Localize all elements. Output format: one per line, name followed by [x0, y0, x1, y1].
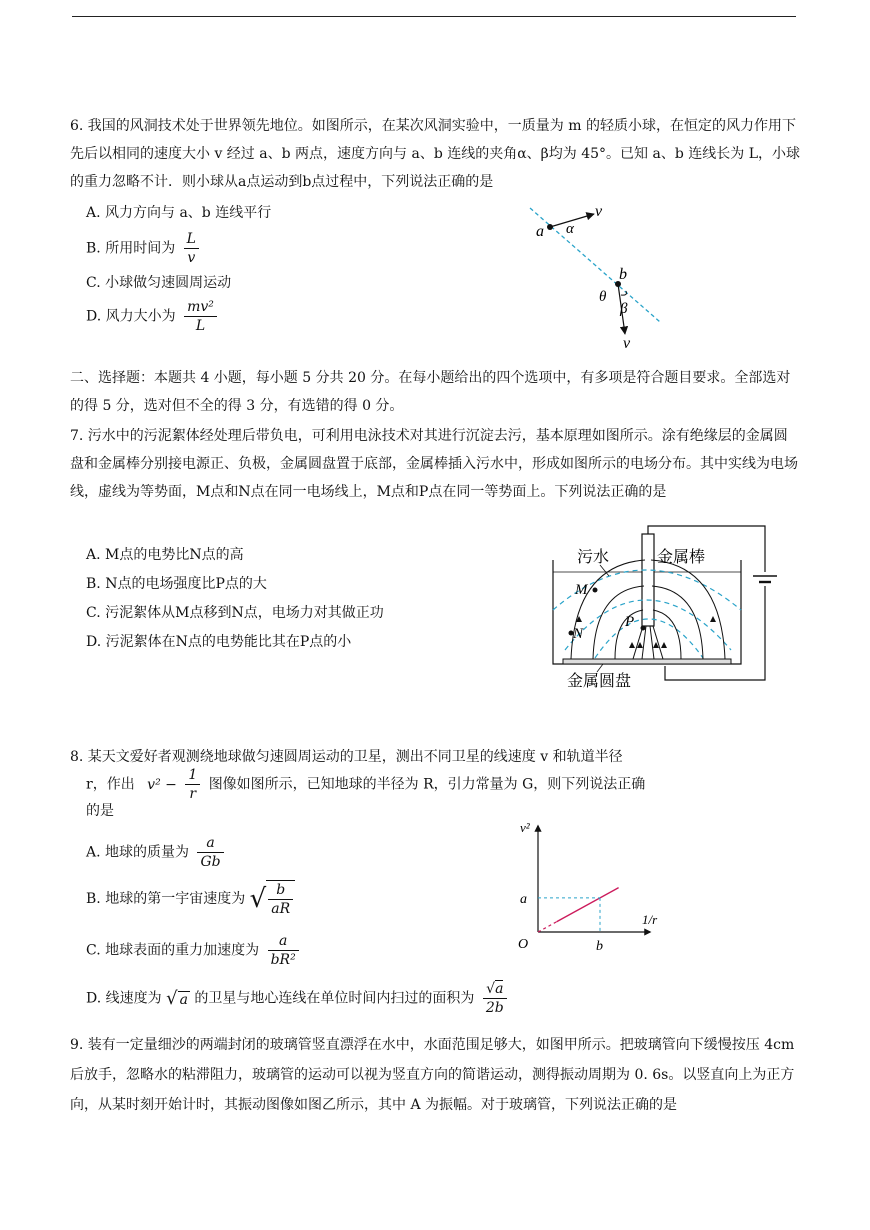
q8-a-num: a — [197, 834, 223, 853]
q6-label-a: a — [536, 223, 544, 240]
q8-stem-frac — [185, 766, 200, 803]
q6-label-theta: θ — [599, 289, 607, 305]
q8-stem-line3: 的是 — [86, 803, 114, 819]
q7-option-b: B. N点的电场强度比P点的大 — [86, 576, 267, 592]
q8-option-d-text: D. 线速度为 — [86, 990, 162, 1007]
q7-label-rod: 金属棒 — [657, 549, 706, 566]
q7-option-a: A. M点的电势比N点的高 — [86, 547, 244, 563]
q6-d-den: L — [195, 318, 206, 334]
q8-option-a-text: A. 地球的质量为 — [86, 844, 190, 861]
q6-label-v1: v — [595, 203, 603, 220]
q7-point-M — [593, 588, 598, 593]
q7-field-line-8 — [642, 626, 646, 659]
q8-option-d-mid: 的卫星与地心连线在单位时间内扫过的面积为 — [194, 990, 475, 1007]
q7-field-arrow-2 — [710, 616, 716, 622]
q6-option-d-text: D. 风力大小为 — [86, 308, 176, 325]
q7-metal-disk — [563, 659, 731, 664]
q8-d-num-wrap: √a — [483, 980, 507, 999]
q8-stem-frac-den: r — [189, 786, 197, 802]
q8-option-a — [86, 834, 228, 871]
q8-option-c — [86, 932, 303, 969]
q6-option-d — [86, 298, 221, 335]
q8-b-den: aR — [271, 901, 291, 917]
q9-stem: 9. 装有一定量细沙的两端封闭的玻璃管竖直漂浮在水中，水面范围足够大，如图甲所示。把玻璃管向下缓慢按压 4cm 后放手，忽略水的粘滞阻力，玻璃管的运动可以视为竖直方向的简谐运动，测得振动周期为 0. 6s。以竖直向上为正方向，从某时刻开始计时，其振动图像如图乙所示，其中 A 为振幅。对于玻璃管，下列说法正确的是 — [70, 1037, 795, 1113]
q6-stem: 6. 我国的风洞技术处于世界领先地位。如图所示，在某次风洞实验中，一质量为 m 的轻质小球，在恒定的风力作用下先后以相同的速度大小 v 经过 a、b 两点，速度方向与 a、b 连线的夹角α、β均为 45°。已知 a、b 连线长为 L，小球的重力忽略不计．则小球从a点运动到b点过程中，下列说法正确的是 — [70, 118, 800, 190]
q8-d-rad: a — [179, 992, 188, 1008]
top-rule — [72, 16, 796, 17]
q7-option-c: C. 污泥絮体从M点移到N点，电场力对其做正功 — [86, 605, 384, 621]
q6-b-num: L — [184, 230, 199, 249]
q8-stem-tail: 图像如图所示，已知地球的半径为 R，引力常量为 G，则下列说法正确 — [208, 776, 646, 793]
q8-b-num: b — [268, 881, 293, 900]
q8-option-d-frac — [483, 980, 507, 1017]
q7-label-P: P — [625, 614, 635, 630]
q8-option-b-text: B. 地球的第一宇宙速度为 — [86, 891, 246, 907]
q6-option-a: A. 风力方向与 a、b 连线平行 — [86, 205, 272, 221]
q6-d-num: mv² — [184, 298, 217, 317]
q7-field-line-6 — [653, 610, 681, 659]
q7-field-line-7 — [633, 626, 643, 659]
q8-chart — [510, 820, 660, 955]
q8-data-line — [557, 888, 619, 922]
q6-label-beta: β — [620, 301, 628, 317]
q7-disk-pointer — [597, 664, 603, 672]
q7-label-disk: 金属圆盘 — [567, 673, 632, 690]
q8-option-d-sqrt: √ a — [166, 988, 188, 1009]
q8-stem-line1: 8. 某天文爱好者观测绕地球做匀速圆周运动的卫星，测出不同卫星的线速度 v 和轨道半径 — [70, 749, 623, 765]
q8-origin-label: O — [518, 937, 529, 952]
q7-option-d: D. 污泥絮体在N点的电势能比其在P点的小 — [86, 634, 352, 650]
q8-d-den: 2b — [485, 1000, 504, 1016]
q8-stem-frac-num: 1 — [185, 766, 200, 785]
q6-option-b-text: B. 所用时间为 — [86, 240, 176, 257]
section2-heading: 二、选择题：本题共 4 小题，每小题 5 分共 20 分。在每小题给出的四个选项中，有多项是符合题目要求。全部选对的得 5 分，选对但不全的得 3 分，有选错的得 0 分。 — [70, 370, 791, 414]
q7-figure — [545, 520, 785, 695]
q8-option-c-frac — [268, 932, 299, 969]
q8-stem-line2 — [86, 766, 645, 803]
q7-field-line-2 — [651, 560, 725, 659]
q7-wire-return — [665, 586, 765, 680]
q8-stem-v2: v² − — [147, 776, 177, 793]
q8-option-d — [86, 980, 511, 1017]
q7-stem: 7. 污水中的污泥絮体经处理后带负电，可利用电泳技术对其进行沉淀去污，基本原理如图所示。涂有绝缘层的金属圆盘和金属棒分别接电源正、负极，金属圆盘置于底部，金属棒插入污水中，形成如图所示的电场分布。其中实线为电场线，虚线为等势面，M点和N点在同一电场线上，M点和P点在同一等势面上。下列说法正确的是 — [70, 428, 798, 500]
q6-label-v2: v — [623, 335, 631, 352]
q6-figure — [520, 200, 670, 350]
q8-stem-r: r，作出 — [86, 776, 135, 793]
q7-field-line-10 — [653, 626, 663, 659]
q6-b-den: v — [187, 250, 196, 266]
q8-option-b-frac — [268, 881, 293, 918]
q8-a-den: Gb — [200, 854, 221, 870]
q8-y-axis-label: v² — [520, 820, 530, 835]
q6-label-alpha: α — [566, 221, 574, 237]
q7-field-arrow-3 — [629, 642, 635, 648]
q7-label-water: 污水 — [577, 549, 610, 566]
q8-d-num: a — [495, 981, 504, 997]
q8-y-tick-label: a — [520, 891, 527, 907]
q8-x-tick-label: b — [596, 939, 603, 954]
q6-option-d-frac — [184, 298, 217, 335]
q6-option-c: C. 小球做匀速圆周运动 — [86, 275, 232, 291]
q8-option-b — [86, 880, 295, 918]
q8-line-extrapolated — [538, 922, 557, 932]
q8-option-b-sqrt: √ $\frac{b}{aR}$ — [250, 880, 295, 918]
q8-c-den: bR² — [270, 952, 296, 968]
q7-label-N: N — [573, 626, 584, 642]
q6-label-b: b — [619, 266, 627, 283]
q7-metal-rod — [642, 534, 654, 626]
q8-option-a-frac — [197, 834, 223, 871]
q7-field-line-9 — [650, 626, 654, 659]
q8-option-c-text: C. 地球表面的重力加速度为 — [86, 942, 260, 959]
q7-field-arrow-6 — [661, 642, 667, 648]
q8-c-num: a — [268, 932, 299, 951]
q8-x-axis-label: 1/r — [642, 912, 658, 927]
q7-label-M: M — [575, 582, 588, 598]
q7-point-P — [641, 626, 646, 631]
q6-option-b-frac — [184, 230, 199, 267]
q6-option-b — [86, 230, 203, 267]
